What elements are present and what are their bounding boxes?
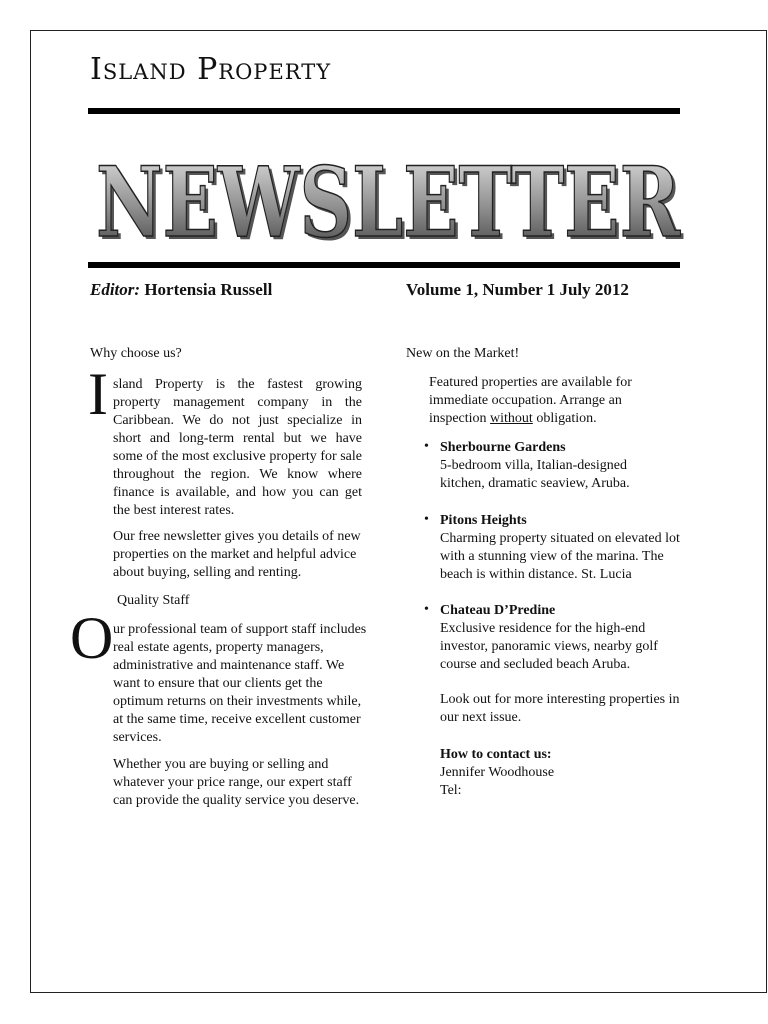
contact-name: Jennifer Woodhouse <box>440 765 555 780</box>
quality-staff-heading: Quality Staff <box>117 593 190 608</box>
listing-item <box>440 602 680 674</box>
listing-description: Exclusive residence for the high-end investor, panoramic views, nearby golf course and secluded beach Aruba. <box>440 621 658 672</box>
banner-text: NEWSLETTER <box>96 146 681 258</box>
dropcap-i: I <box>88 361 108 427</box>
service-paragraph: Whether you are buying or selling and whatever your price range, our expert staff can provide the quality service you deserve. <box>113 757 360 808</box>
editor-name: Hortensia Russell <box>144 280 273 299</box>
editor-label: Editor: <box>90 280 141 299</box>
masthead-rule-top <box>88 108 680 114</box>
contact-tel: Tel: <box>440 783 462 798</box>
market-intro <box>429 374 659 428</box>
newsletter-paragraph: Our free newsletter gives you details of new properties on the market and helpful advice about buying, selling and renting. <box>113 529 361 580</box>
listing-bullet: • <box>424 512 429 527</box>
listing-title: Pitons Heights <box>440 513 527 528</box>
market-intro-b: obligation. <box>532 411 597 426</box>
listing-title: Chateau D’Predine <box>440 603 556 618</box>
lookout-paragraph: Look out for more interesting properties in our next issue. <box>440 692 680 725</box>
listing-description: 5-bedroom villa, Italian-designed kitchen, dramatic seaview, Aruba. <box>440 458 630 491</box>
banner-text-shadow: NEWSLETTER <box>99 149 684 258</box>
masthead-rule-bottom <box>88 262 680 268</box>
listing-title: Sherbourne Gardens <box>440 440 566 455</box>
staff-paragraph: ur professional team of support staff includes real estate agents, property managers, administrative and maintenance staff. We want to ensure that our clients get the optimum returns on their investments while, at the same time, receive excellent customer services. <box>113 622 367 745</box>
contact-block <box>440 746 680 800</box>
listing-bullet: • <box>424 439 429 454</box>
newsletter-banner <box>88 118 688 258</box>
market-intro-a: Featured properties are available for immediate occupation. Arrange an inspection <box>429 375 632 426</box>
intro-paragraph: sland Property is the fastest growing property management company in the Caribbean. We do not just specialize in short and long-term rental but we have some of the most exclusive property for sale throughout the region. We know where finance is available, and how you can get the best interest rates. <box>113 377 362 518</box>
masthead-title: Island Property <box>90 52 332 87</box>
dropcap-o: O <box>70 605 114 671</box>
market-intro-underlined: without <box>490 411 533 426</box>
listing-bullet: • <box>424 602 429 617</box>
listing-description: Charming property situated on elevated lot with a stunning view of the marina. The beach is within distance. St. Lucia <box>440 531 680 582</box>
editor-line <box>90 280 272 300</box>
why-heading: Why choose us? <box>90 346 182 361</box>
listing-item <box>440 512 685 584</box>
contact-heading: How to contact us: <box>440 747 552 762</box>
market-heading: New on the Market! <box>406 346 520 361</box>
volume-info: Volume 1, Number 1 July 2012 <box>406 280 629 299</box>
listing-item <box>440 439 670 493</box>
